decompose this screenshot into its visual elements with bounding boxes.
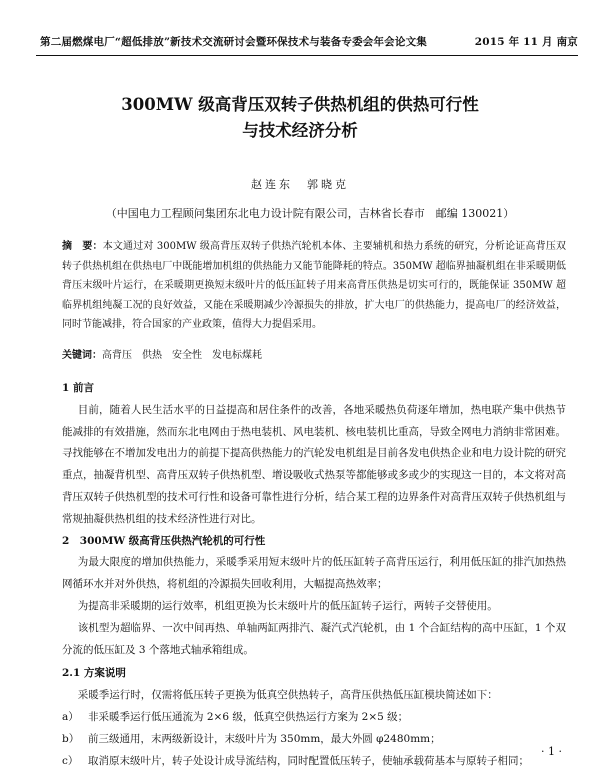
section-2-paragraph-3: 该机型为超临界、一次中间再热、单轴两缸两排汽、凝汽式汽轮机，由 1 个合缸结构的高中压缸，1 个双分流的低压缸及 3 个落地式轴承箱组成。 bbox=[62, 621, 566, 656]
section-2-paragraph-1: 为最大限度的增加供热能力，采暖季采用短末级叶片的低压缸转子高背压运行，利用低压缸的排汽加热热网循环水并对外供热，将机组的冷源损失回收利用，大幅提高热效率； bbox=[62, 556, 566, 591]
keywords-text: 高背压 供热 安全性 发电标煤耗 bbox=[102, 350, 262, 361]
list-item-text: 前三级通用，末两级新设计，末级叶片为 350mm，最大外圆 φ2480mm； bbox=[88, 732, 441, 745]
section-2-paragraph-2: 为提高非采暖期的运行效率，机组更换为长末级叶片的低压缸转子运行，两转子交替使用。 bbox=[77, 599, 498, 612]
list-item-mark: b） bbox=[62, 732, 80, 745]
abstract bbox=[62, 237, 566, 335]
list-item-text: 非采暖季运行低压通流为 2×6 级，低真空供热运行方案为 2×5 级； bbox=[88, 710, 409, 723]
authors: 赵连东 郭晓克 bbox=[251, 178, 349, 191]
running-header-right: 2015 年 11 月 南京 bbox=[474, 36, 578, 48]
paper-title-line-1: 300MW 级高背压双转子供热机组的供热可行性 bbox=[121, 95, 479, 114]
list-item bbox=[62, 707, 566, 729]
affiliation: （中国电力工程顾问集团东北电力设计院有限公司，吉林省长春市 邮编 130021） bbox=[105, 207, 515, 220]
paper-title bbox=[0, 92, 600, 144]
page-number: · 1 · bbox=[541, 745, 562, 758]
body-text bbox=[62, 378, 566, 772]
abstract-label: 摘 要： bbox=[62, 241, 103, 252]
keywords bbox=[62, 346, 566, 361]
header-rule bbox=[36, 55, 578, 56]
running-header bbox=[40, 34, 578, 49]
list-item-mark: a） bbox=[62, 710, 79, 723]
keywords-label: 关键词： bbox=[62, 350, 102, 361]
section-heading-2: 2 300MW 级高背压供热汽轮机的可行性 bbox=[62, 534, 266, 547]
running-header-left: 第二届燃煤电厂“超低排放”新技术交流研讨会暨环保技术与装备专委会年会论文集 bbox=[40, 36, 427, 48]
list-item-mark: c） bbox=[62, 754, 79, 767]
list-item bbox=[62, 729, 566, 751]
section-heading-2-1: 2.1 方案说明 bbox=[62, 667, 126, 680]
list-item bbox=[62, 751, 566, 772]
list-item-text: 取消原末级叶片，转子处设计成导流结构，同时配置低压转子，使轴承载荷基本与原转子相同； bbox=[88, 754, 529, 767]
abstract-text: 本文通过对 300MW 级高背压双转子供热汽轮机本体、主要辅机和热力系统的研究，分析论证高背压双转子供热机组在供热电厂中既能增加机组的供热能力又能节能降耗的特点。350MW 超临界抽凝机组在非采暖期低背压末级叶片运行，在采暖期更换短末级叶片的低压缸转子用来高背压供热是切实可行的，既能保证 350MW 超临界机组纯凝工况的良好效益，又能在采暖期减少冷源损失的排放，扩大电厂的供热能力，提高电厂的经济效益，同时节能减排，符合国家的产业政策，值得大力提倡采用。 bbox=[62, 241, 566, 330]
paper-title-line-2: 与技术经济分析 bbox=[242, 121, 358, 140]
section-heading-1: 1 前言 bbox=[62, 382, 94, 394]
section-2-1-paragraph: 采暖季运行时，仅需将低压转子更换为低真空供热转子，高背压供热低压缸模块简述如下： bbox=[77, 689, 498, 702]
section-1-paragraph: 目前，随着人民生活水平的日益提高和居住条件的改善，各地采暖热负荷逐年增加，热电联产集中供热节能减排的有效措施，然而东北电网由于热电装机、风电装机、核电装机比重高，导致全网电力消纳非常困难。寻找能够在不增加发电出力的前提下提高供热能力的汽轮发电机组是目前各发电供热企业和电力设计院的研究重点，抽凝背机型、高背压双转子供热机型、增设吸收式热泵等都能够或多或少的实现这一目的，本文将对高背压双转子供热机型的技术可行性和设备可靠性进行分析，结合某工程的边界条件对高背压双转子供热机组与常规抽凝供热机组的技术经济性进行对比。 bbox=[62, 403, 566, 525]
